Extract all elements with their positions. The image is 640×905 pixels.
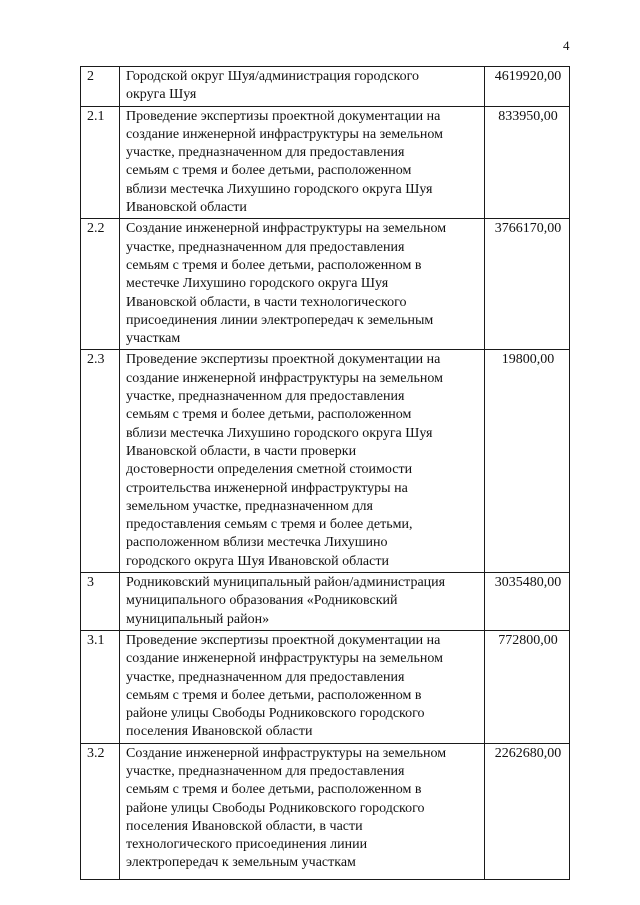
description-line: создание инженерной инфраструктуры на земельном bbox=[126, 370, 443, 386]
description-line: Родниковский муниципальный район/администрация bbox=[126, 575, 446, 591]
description-line: округа Шуя bbox=[126, 87, 197, 103]
row-amount: 2262680,00 bbox=[485, 743, 570, 879]
description-line: предоставления семьям с тремя и более детьми, bbox=[126, 517, 413, 533]
description-line: поселения Ивановской области bbox=[126, 724, 313, 740]
description-line: муниципальный район» bbox=[126, 611, 270, 627]
description-line: семьям с тремя и более детьми, расположенном bbox=[126, 163, 412, 179]
row-amount: 4619920,00 bbox=[485, 67, 570, 107]
row-amount: 19800,00 bbox=[485, 350, 570, 573]
description-line: участке, предназначенном для предоставления bbox=[126, 763, 405, 779]
row-description bbox=[120, 743, 485, 879]
row-number: 2.2 bbox=[81, 219, 120, 350]
description-line: семьям с тремя и более детьми, расположенном в bbox=[126, 257, 422, 273]
table-row bbox=[81, 219, 570, 350]
table-body bbox=[81, 67, 570, 880]
description-line: местечке Лихушино городского округа Шуя bbox=[126, 276, 389, 292]
description-line: семьям с тремя и более детьми, расположенном в bbox=[126, 687, 422, 703]
row-description bbox=[120, 219, 485, 350]
description-line: электропередач к земельным участкам bbox=[126, 855, 356, 871]
table-row bbox=[81, 743, 570, 879]
row-number: 2 bbox=[81, 67, 120, 107]
row-number: 3 bbox=[81, 573, 120, 631]
table-row bbox=[81, 573, 570, 631]
description-line: расположенном вблизи местечка Лихушино bbox=[126, 535, 388, 551]
description-line: Ивановской области, в части проверки bbox=[126, 443, 357, 459]
page-number: 4 bbox=[563, 38, 570, 53]
row-number: 3.1 bbox=[81, 630, 120, 743]
description-line: технологического присоединения линии bbox=[126, 837, 368, 853]
description-line: районе улицы Свободы Родниковского городского bbox=[126, 800, 425, 816]
description-line: Проведение экспертизы проектной документации на bbox=[126, 108, 441, 124]
row-number: 3.2 bbox=[81, 743, 120, 879]
description-line: участке, предназначенном для предоставления bbox=[126, 239, 405, 255]
description-line: достоверности определения сметной стоимости bbox=[126, 462, 413, 478]
description-line: создание инженерной инфраструктуры на земельном bbox=[126, 651, 443, 667]
table-row bbox=[81, 67, 570, 107]
row-description bbox=[120, 106, 485, 219]
row-description bbox=[120, 67, 485, 107]
row-amount: 772800,00 bbox=[485, 630, 570, 743]
row-amount: 3035480,00 bbox=[485, 573, 570, 631]
description-line: Создание инженерной инфраструктуры на земельном bbox=[126, 221, 447, 237]
description-line: земельном участке, предназначенном для bbox=[126, 498, 373, 514]
table-row bbox=[81, 630, 570, 743]
description-line: семьям с тремя и более детьми, расположенном bbox=[126, 407, 412, 423]
description-line: Проведение экспертизы проектной документации на bbox=[126, 352, 441, 368]
funding-table bbox=[80, 66, 570, 880]
description-line: Городской округ Шуя/администрация городского bbox=[126, 69, 419, 84]
description-line: вблизи местечка Лихушино городского округа Шуя bbox=[126, 181, 433, 197]
description-line: семьям с тремя и более детьми, расположенном в bbox=[126, 782, 422, 798]
description-line: присоединения линии электропередач к земельным bbox=[126, 312, 434, 328]
description-line: Создание инженерной инфраструктуры на земельном bbox=[126, 745, 447, 761]
description-line: создание инженерной инфраструктуры на земельном bbox=[126, 126, 443, 142]
row-description bbox=[120, 630, 485, 743]
row-amount: 833950,00 bbox=[485, 106, 570, 219]
description-line: участке, предназначенном для предоставления bbox=[126, 145, 405, 161]
description-line: участке, предназначенном для предоставления bbox=[126, 389, 405, 405]
description-line: участкам bbox=[126, 331, 181, 347]
description-line: Ивановской области bbox=[126, 200, 247, 216]
description-line: строительства инженерной инфраструктуры на bbox=[126, 480, 408, 496]
row-description bbox=[120, 350, 485, 573]
description-line: Проведение экспертизы проектной документации на bbox=[126, 632, 441, 648]
row-number: 2.1 bbox=[81, 106, 120, 219]
row-number: 2.3 bbox=[81, 350, 120, 573]
description-line: муниципального образования «Родниковский bbox=[126, 593, 398, 609]
row-description bbox=[120, 573, 485, 631]
description-line: Ивановской области, в части технологического bbox=[126, 294, 407, 310]
description-line: районе улицы Свободы Родниковского городского bbox=[126, 706, 425, 722]
description-line: городского округа Шуя Ивановской области bbox=[126, 553, 389, 569]
description-line: поселения Ивановской области, в части bbox=[126, 818, 363, 834]
row-amount: 3766170,00 bbox=[485, 219, 570, 350]
table-row bbox=[81, 106, 570, 219]
description-line: участке, предназначенном для предоставления bbox=[126, 669, 405, 685]
table-row bbox=[81, 350, 570, 573]
description-line: вблизи местечка Лихушино городского округа Шуя bbox=[126, 425, 433, 441]
